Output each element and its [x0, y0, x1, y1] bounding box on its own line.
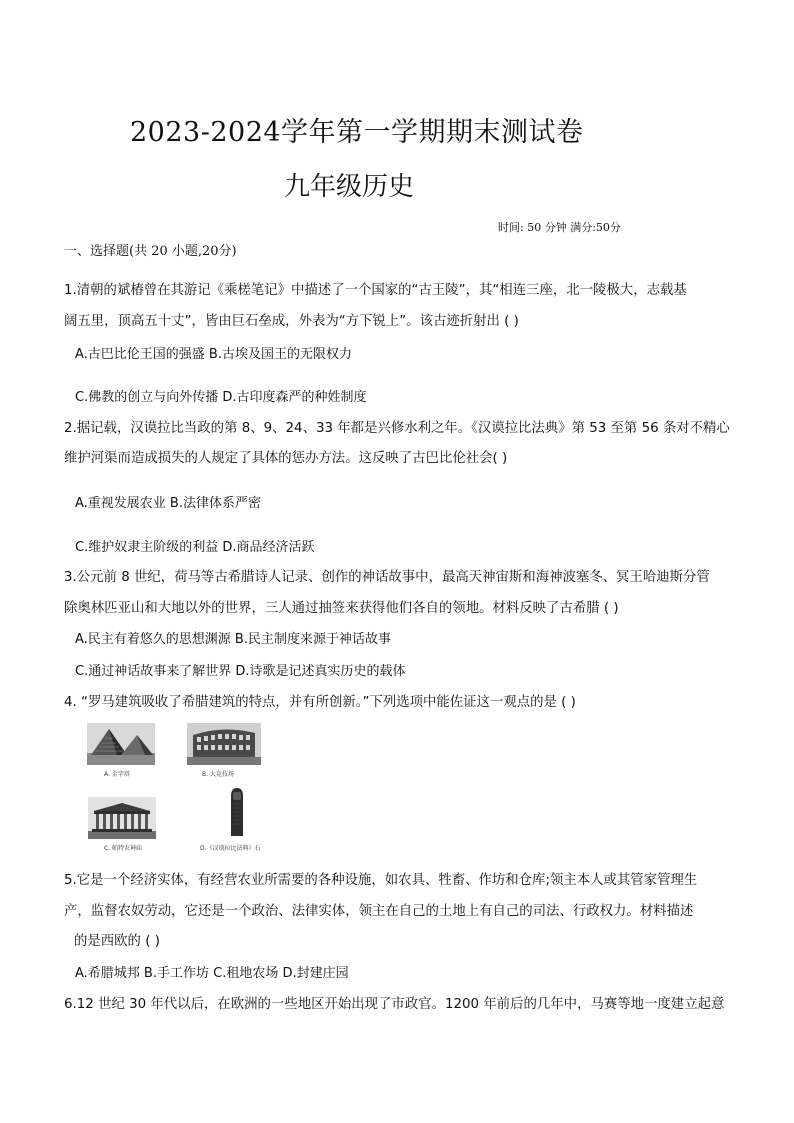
q1-stem-line2: 阔五里，顶高五十丈”，皆由巨石垒成，外表为“方下锐上”。该古迹折射出 ( )	[64, 314, 519, 329]
parthenon-photo-icon	[88, 797, 156, 839]
q2-options-ab: A.重视发展农业 B.法律体系严密	[75, 496, 261, 511]
q5-stem-line3: 的是西欧的 ( )	[74, 934, 160, 949]
q2-options-cd: C.维护奴隶主阶级的利益 D.商品经济活跃	[75, 540, 315, 555]
q5-stem-line2: 产，监督农奴劳动，它还是一个政治、法律实体，领主在自己的土地上有自己的司法、行政权力。材料描述	[64, 904, 694, 919]
q4-caption-b: B. 大竞技场	[202, 771, 234, 778]
q1-options-cd: C.佛教的创立与向外传播 D.古印度森严的种姓制度	[75, 390, 367, 405]
q3-stem-line1: 3.公元前 8 世纪，荷马等古希腊诗人记录、创作的神话故事中，最高天神宙斯和海神波塞冬、冥王哈迪斯分管	[64, 570, 710, 585]
q2-stem-line2: 维护河渠而造成损失的人规定了具体的惩办方法。这反映了古巴比伦社会( )	[64, 451, 508, 466]
exam-subtitle: 九年级历史	[284, 172, 415, 202]
pyramid-photo-icon	[87, 723, 155, 765]
q1-options-ab: A.古巴比伦王国的强盛 B.古埃及国王的无限权力	[75, 347, 352, 362]
q3-stem-line2: 除奥林匹亚山和大地以外的世界，三人通过抽签来获得他们各自的领地。材料反映了古希腊 ( )	[64, 601, 619, 616]
q3-options-ab: A.民主有着悠久的思想渊源 B.民主制度来源于神话故事	[75, 632, 391, 647]
q4-caption-a: A. 金字塔	[104, 771, 130, 778]
q5-options: A.希腊城邦 B.手工作坊 C.租地农场 D.封建庄园	[75, 966, 349, 981]
q6-stem-line1: 6.12 世纪 30 年代以后，在欧洲的一些地区开始出现了市政官。1200 年前后的几年中，马赛等地一度建立起意	[64, 997, 725, 1012]
section-heading: 一、选择题(共 20 小题,20分)	[64, 244, 237, 259]
colosseum-photo-icon	[187, 723, 261, 765]
q2-stem-line1: 2.据记载，汉谟拉比当政的第 8、9、24、33 年都是兴修水利之年。《汉谟拉比法典》第 53 至第 56 条对不精心	[64, 421, 730, 436]
code-stele-photo-icon	[226, 786, 248, 838]
q1-stem-line1: 1.清朝的斌椿曾在其游记《乘槎笔记》中描述了一个国家的“古王陵”，其“相连三座，北一陵极大，志载基	[64, 283, 687, 298]
q4-stem-line1: 4. “罗马建筑吸收了希腊建筑的特点，并有所创新。”下列选项中能佐证这一观点的是 ( )	[64, 695, 576, 710]
q4-caption-d: D.《汉谟拉比法典》石	[200, 845, 261, 852]
q5-stem-line1: 5.它是一个经济实体，有经营农业所需要的各种设施，如农具、牲畜、作坊和仓库;领主本人或其管家管理生	[64, 873, 698, 888]
exam-time-and-score: 时间: 50 分钟 满分:50分	[498, 221, 621, 234]
q4-caption-c: C. 帕特农神庙	[104, 845, 143, 852]
q3-options-cd: C.通过神话故事来了解世界 D.诗歌是记述真实历史的载体	[75, 664, 406, 679]
exam-title: 2023-2024学年第一学期期末测试卷	[130, 117, 584, 148]
